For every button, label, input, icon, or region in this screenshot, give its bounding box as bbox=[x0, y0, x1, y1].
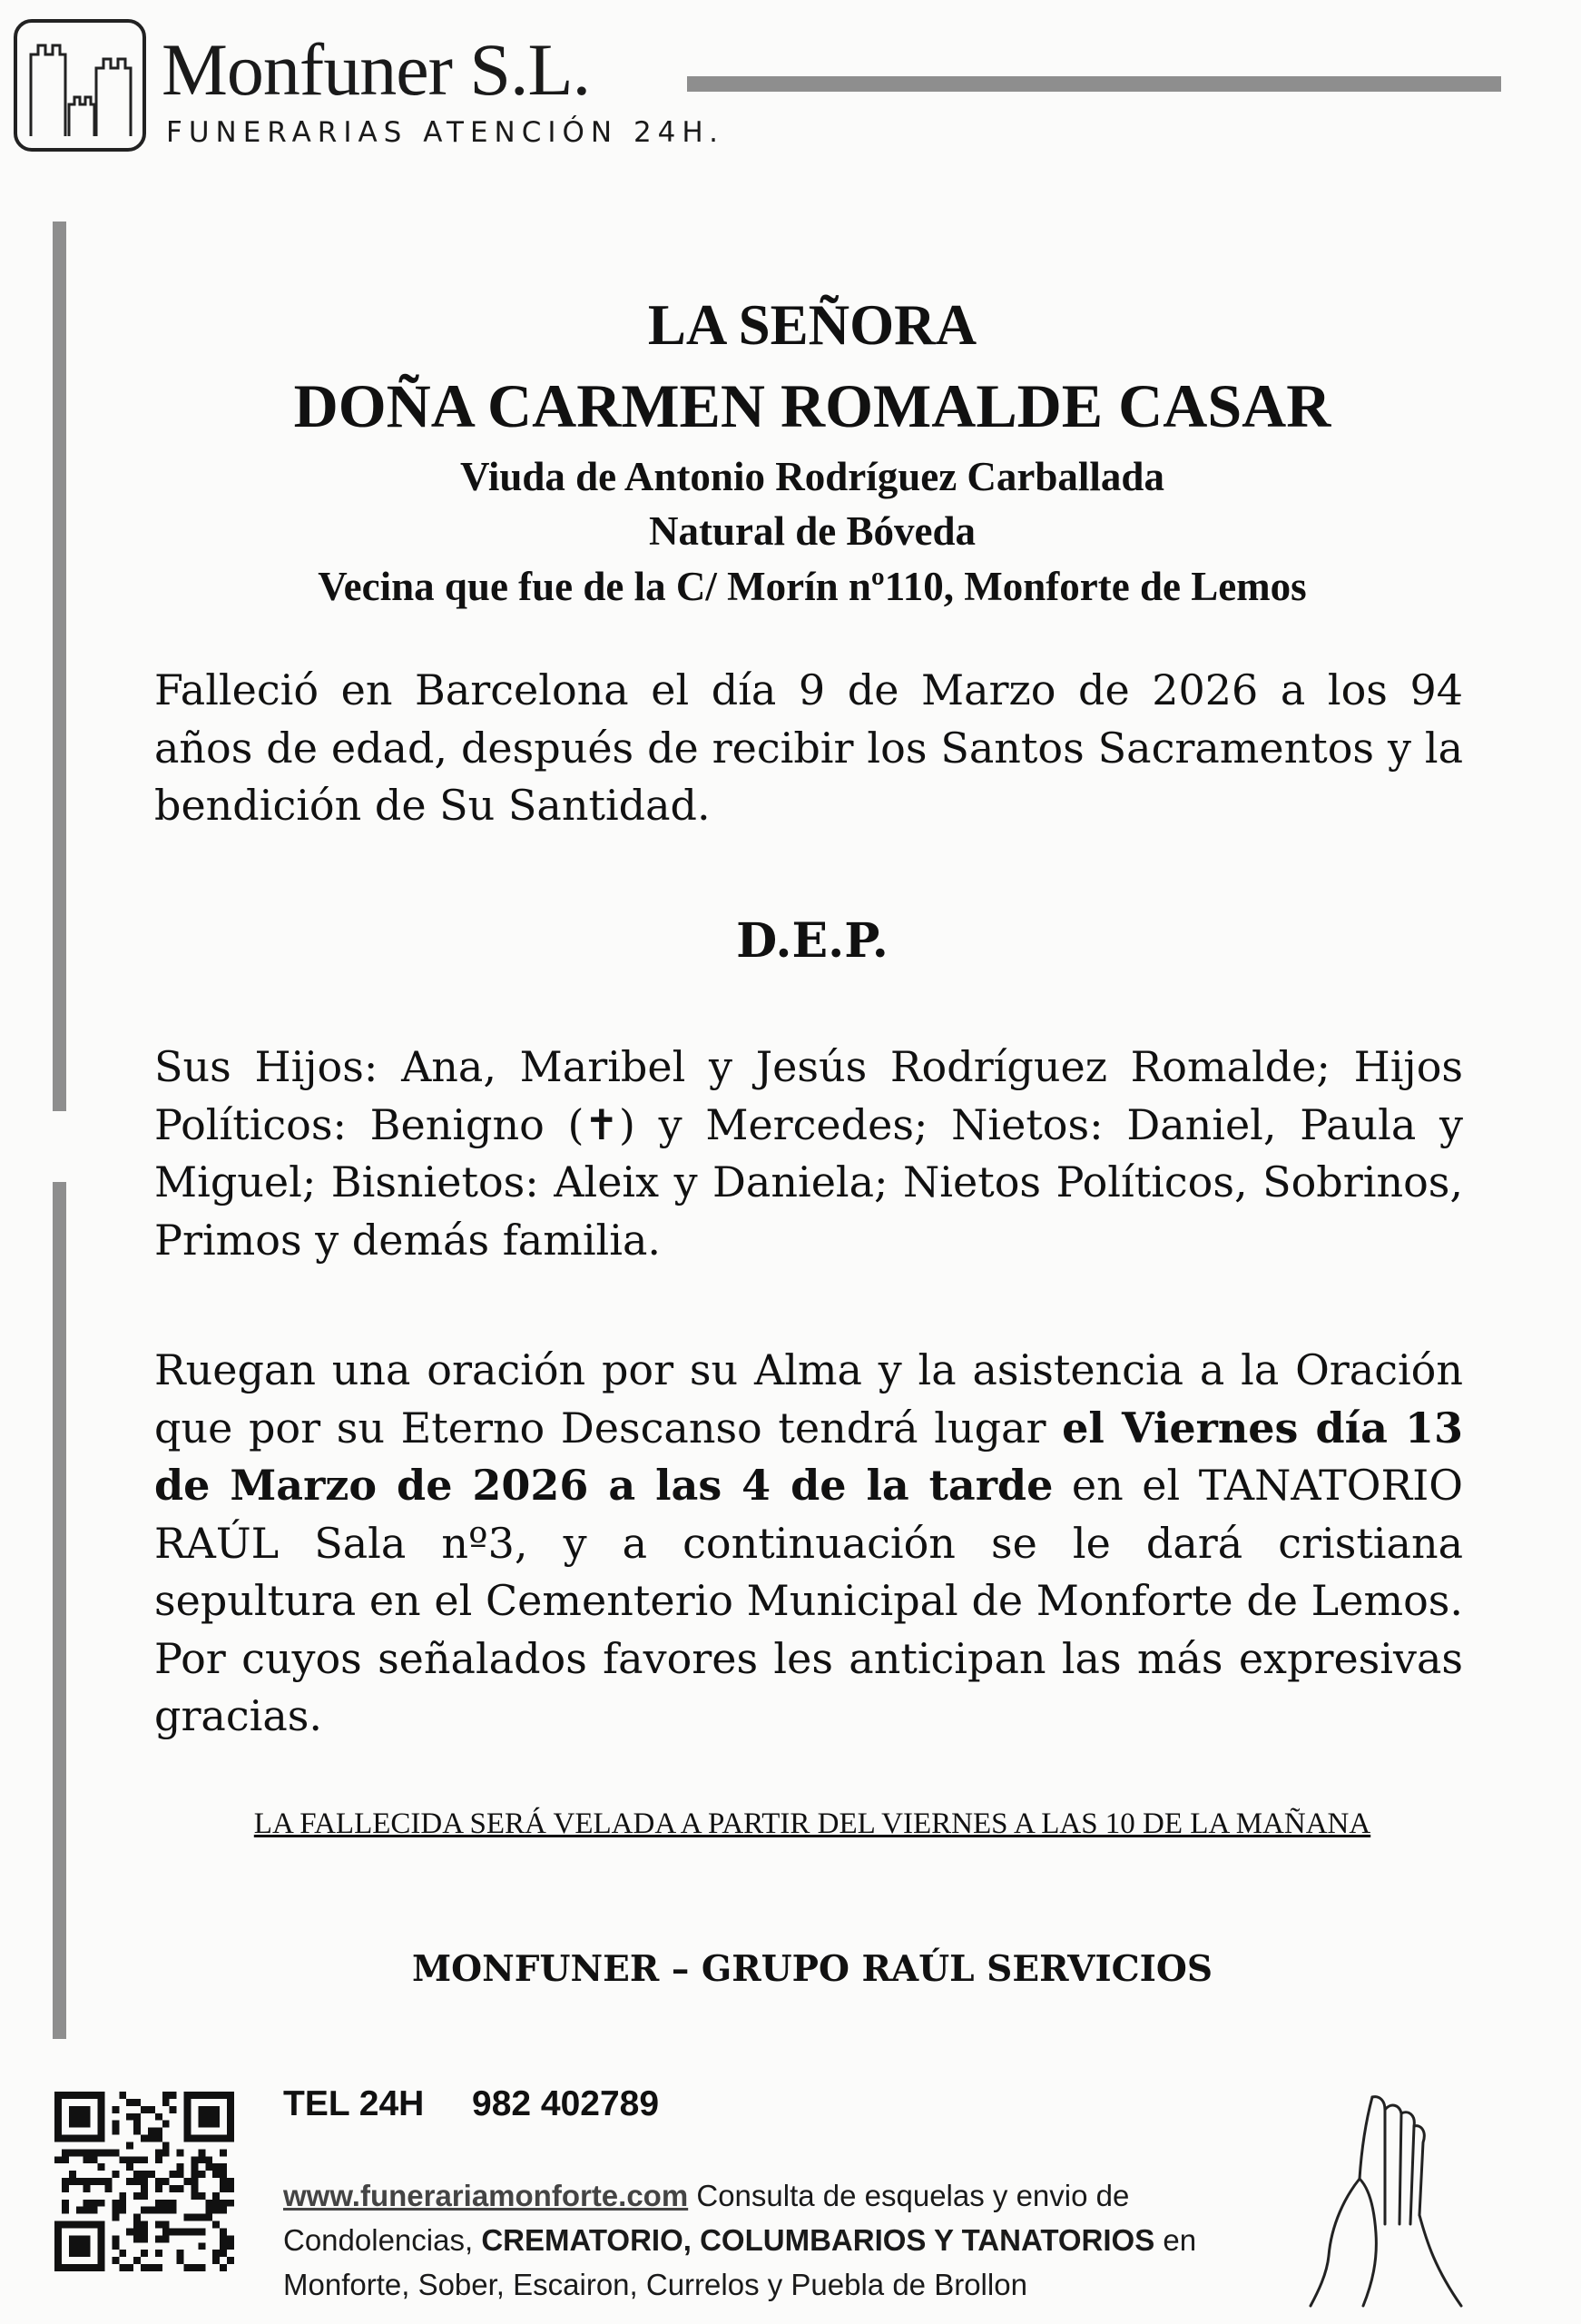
footer-line-website bbox=[283, 2179, 1129, 2213]
notice-title: LA SEÑORA bbox=[647, 293, 977, 357]
organization-name: MONFUNER – GRUPO RAÚL SERVICIOS bbox=[411, 1948, 1213, 1990]
brand-name: Monfuner S.L. bbox=[162, 28, 591, 111]
death-paragraph: Falleció en Barcelona el día 9 de Marzo de 2026 a los 94 años de edad, después de recibir los Santos Sacramentos y la bendición de Su Santidad. bbox=[154, 665, 1463, 830]
website-link[interactable]: www.funerariamonforte.com bbox=[283, 2179, 689, 2212]
left-border-top bbox=[53, 222, 66, 1111]
footer-line2-start: Condolencias, bbox=[283, 2223, 482, 2257]
tower-logo-icon bbox=[13, 18, 147, 153]
footer-line1-text: Consulta de esquelas y envio de bbox=[688, 2179, 1130, 2212]
footer-line-services bbox=[283, 2223, 1196, 2258]
footer-line-locations: Monforte, Sober, Escairon, Currelos y Puebla de Brollon bbox=[283, 2268, 1027, 2301]
dep-heading: D.E.P. bbox=[736, 913, 889, 969]
tel-label: TEL 24H bbox=[283, 2084, 425, 2123]
header-divider bbox=[687, 76, 1501, 92]
deceased-name: DOÑA CARMEN ROMALDE CASAR bbox=[293, 371, 1331, 440]
tel-number: 982 402789 bbox=[472, 2084, 660, 2123]
ceremony-rest: en el TANATORIO RAÚL Sala nº3, y a continuación se le dará cristiana sepultura en el Cementerio Municipal de Monforte de Lemos. Por cuyos señalados favores les anticipan las más expresivas gracias. bbox=[154, 1461, 1463, 1740]
address-line: Vecina que fue de la C/ Morín nº110, Monforte de Lemos bbox=[318, 564, 1307, 609]
family-paragraph: Sus Hijos: Ana, Maribel y Jesús Rodríguez Romalde; Hijos Políticos: Benigno (✝) y Mercedes; Nietos: Daniel, Paula y Miguel; Bisnietos: Aleix y Daniela; Nietos Políticos, Sobrinos, Primos y demás familia. bbox=[154, 1042, 1463, 1265]
qr-code-icon bbox=[54, 2092, 234, 2271]
ceremony-intro: Ruegan una oración por su Alma y la asistencia a la Oración que por su Eterno Descanso tendrá lugar bbox=[154, 1345, 1463, 1452]
ceremony-date: el Viernes día 13 de Marzo de 2026 a las 4 de la tarde bbox=[154, 1403, 1464, 1510]
native-of-line: Natural de Bóveda bbox=[649, 508, 976, 554]
widow-of-line: Viuda de Antonio Rodríguez Carballada bbox=[460, 454, 1164, 499]
vigil-note: LA FALLECIDA SERÁ VELADA A PARTIR DEL VIERNES A LAS 10 DE LA MAÑANA bbox=[253, 1807, 1371, 1840]
brand-tagline: FUNERARIAS ATENCIÓN 24H. bbox=[166, 116, 725, 149]
footer-services: CREMATORIO, COLUMBARIOS Y TANATORIOS bbox=[481, 2223, 1155, 2257]
ceremony-paragraph bbox=[154, 1342, 1463, 1746]
left-border-bottom bbox=[53, 1182, 66, 2039]
praying-hands-icon bbox=[1309, 2088, 1463, 2310]
footer-line2-end: en bbox=[1154, 2223, 1197, 2257]
